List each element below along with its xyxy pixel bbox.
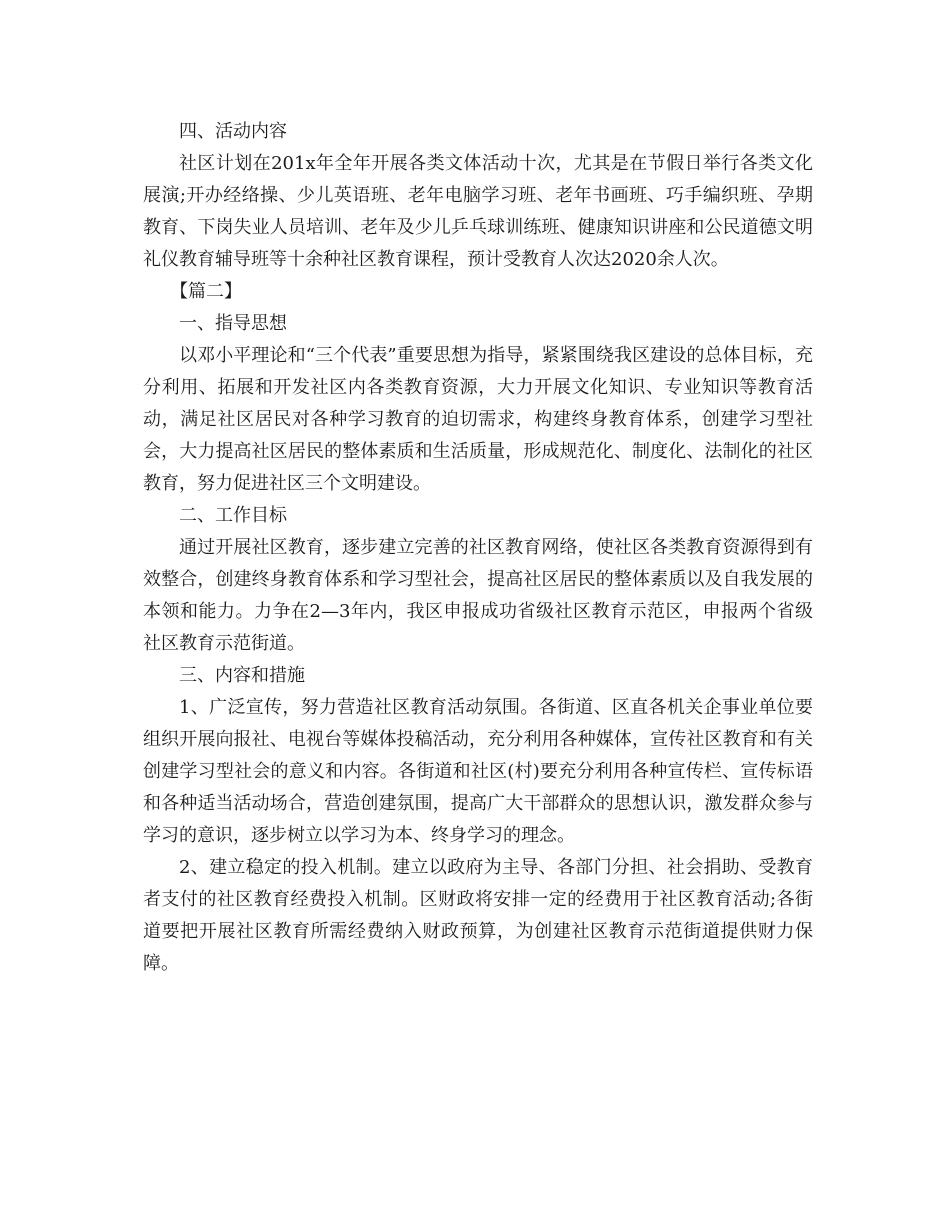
section-heading-content-measures: 三、内容和措施 <box>179 665 305 686</box>
paragraph-work-goals: 通过开展社区教育，逐步建立完善的社区教育网络，使社区各类教育资源得到有效整合，创建终身教育体系和学习型社会，提高社区居民的整体素质以及自我发展的本领和能力。力争在2—3年内，我区申报成功省级社区教育示范区，申报两个省级社区教育示范街道。 <box>143 537 813 654</box>
paragraph-publicity: 1、广泛宣传，努力营造社区教育活动氛围。各街道、区直各机关企事业单位要组织开展向报社、电视台等媒体投稿活动，充分利用各种媒体，宣传社区教育和有关创建学习型社会的意义和内容。各街道和社区(村)要充分利用各种宣传栏、宣传标语和各种适当活动场合，营造创建氛围，提高广大干部群众的思想认识，激发群众参与学习的意识，逐步树立以学习为本、终身学习的理念。 <box>143 697 813 846</box>
section-heading-guiding-ideology: 一、指导思想 <box>179 313 287 334</box>
paragraph-guiding-ideology: 以邓小平理论和“三个代表”重要思想为指导，紧紧围绕我区建设的总体目标，充分利用、拓展和开发社区内各类教育资源，大力开展文化知识、专业知识等教育活动，满足社区居民对各种学习教育的迫切需求，构建终身教育体系，创建学习型社会，大力提高社区居民的整体素质和生活质量，形成规范化、制度化、法制化的社区教育，努力促进社区三个文明建设。 <box>143 345 813 494</box>
section-heading-work-goals: 二、工作目标 <box>179 505 287 526</box>
part-two-marker: 【篇二】 <box>170 281 242 302</box>
document-body <box>143 116 813 980</box>
section-heading-activity-content: 四、活动内容 <box>179 121 287 142</box>
paragraph-activity-plan: 社区计划在201x年全年开展各类文体活动十次，尤其是在节假日举行各类文化展演;开办经络操、少儿英语班、老年电脑学习班、老年书画班、巧手编织班、孕期教育、下岗失业人员培训、老年及少儿乒乓球训练班、健康知识讲座和公民道德文明礼仪教育辅导班等十余种社区教育课程，预计受教育人次达2020余人次。 <box>143 153 813 270</box>
paragraph-funding-mechanism: 2、建立稳定的投入机制。建立以政府为主导、各部门分担、社会捐助、受教育者支付的社区教育经费投入机制。区财政将安排一定的经费用于社区教育活动;各街道要把开展社区教育所需经费纳入财政预算，为创建社区教育示范街道提供财力保障。 <box>143 857 813 974</box>
